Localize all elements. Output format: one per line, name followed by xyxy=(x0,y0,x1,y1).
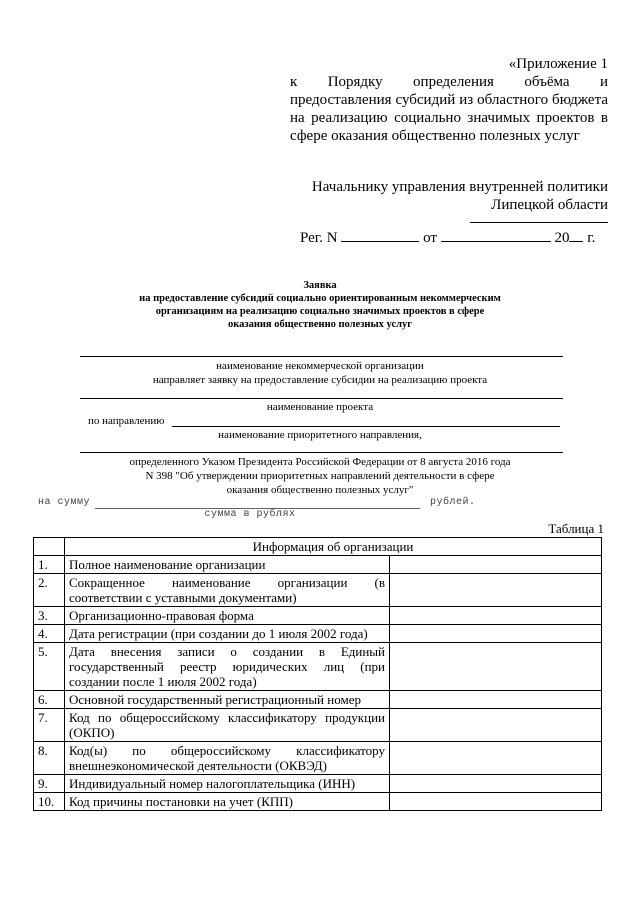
appendix-line: предоставления субсидий из областного бюджета xyxy=(290,92,608,108)
table-row xyxy=(34,709,602,742)
appendix-line: к Порядку определения объёма и xyxy=(290,74,608,90)
row-number: 10. xyxy=(34,793,65,811)
row-value-cell[interactable] xyxy=(390,691,602,709)
addressee-line: Начальнику управления внутренней политики xyxy=(311,179,608,195)
row-number: 8. xyxy=(34,742,65,775)
direction-field[interactable] xyxy=(172,426,560,427)
row-label: Организационно-правовая форма xyxy=(65,607,390,625)
reg-year-suffix: г. xyxy=(587,230,596,246)
row-value-cell[interactable] xyxy=(390,556,602,574)
row-value-cell[interactable] xyxy=(390,643,602,691)
direction-field-extra[interactable] xyxy=(80,452,563,453)
row-label: Индивидуальный номер налогоплательщика (ИНН) xyxy=(65,775,390,793)
row-label: Код(ы) по общероссийскому классификатору внешнеэкономической деятельности (ОКВЭД) xyxy=(65,742,390,775)
row-label: Основной государственный регистрационный номер xyxy=(65,691,390,709)
row-label: Полное наименование организации xyxy=(65,556,390,574)
row-number: 1. xyxy=(34,556,65,574)
organization-info-table xyxy=(33,537,602,811)
row-value-cell[interactable] xyxy=(390,793,602,811)
project-caption: наименование проекта xyxy=(266,401,374,413)
direction-label: по направлению xyxy=(88,415,165,427)
row-value-cell[interactable] xyxy=(390,775,602,793)
addressee-line: Липецкой области xyxy=(491,197,608,213)
sum-caption: сумма в рублях xyxy=(204,509,296,520)
table-row xyxy=(34,625,602,643)
reg-label: Рег. N xyxy=(300,230,338,246)
table-row xyxy=(34,742,602,775)
table-row xyxy=(34,643,602,691)
appendix-title: «Приложение 1 xyxy=(508,56,608,72)
decree-text: N 398 "Об утверждении приоритетных направлений деятельности в сфере xyxy=(145,470,495,482)
reg-from: от xyxy=(423,230,437,246)
appendix-line: на реализацию социально значимых проектов в xyxy=(290,110,608,126)
row-label: Дата регистрации (при создании до 1 июля 2002 года) xyxy=(65,625,390,643)
row-label: Код причины постановки на учет (КПП) xyxy=(65,793,390,811)
table-header: Информация об организации xyxy=(65,538,602,556)
application-subtitle: организациям на реализацию социально значимых проектов в сфере xyxy=(155,306,485,317)
row-number: 3. xyxy=(34,607,65,625)
row-value-cell[interactable] xyxy=(390,709,602,742)
table-row xyxy=(34,691,602,709)
row-number: 9. xyxy=(34,775,65,793)
row-value-cell[interactable] xyxy=(390,607,602,625)
project-name-field[interactable] xyxy=(80,398,563,399)
org-name-field[interactable] xyxy=(80,356,563,357)
application-title: Заявка xyxy=(303,280,337,291)
row-number: 2. xyxy=(34,574,65,607)
sum-unit: рублей. xyxy=(430,497,476,508)
table-row xyxy=(34,574,602,607)
direction-caption: наименование приоритетного направления, xyxy=(218,429,422,441)
row-value-cell[interactable] xyxy=(390,742,602,775)
table-row xyxy=(34,556,602,574)
row-value-cell[interactable] xyxy=(390,574,602,607)
table-caption: Таблица 1 xyxy=(548,521,604,536)
decree-text: оказания общественно полезных услуг" xyxy=(226,484,414,496)
reg-year-field[interactable] xyxy=(569,228,583,242)
row-number: 4. xyxy=(34,625,65,643)
sum-label: на сумму xyxy=(38,497,91,508)
row-number: 5. xyxy=(34,643,65,691)
reg-year: 20 xyxy=(554,230,570,246)
reg-number-field[interactable] xyxy=(341,228,419,242)
registration-line xyxy=(300,228,610,247)
table-row xyxy=(34,607,602,625)
row-number: 7. xyxy=(34,709,65,742)
appendix-line: сфере оказания общественно полезных услуг xyxy=(290,128,580,144)
decree-text: определенного Указом Президента Российской Федерации от 8 августа 2016 года xyxy=(129,456,511,468)
table-row xyxy=(34,775,602,793)
addressee-signature-line xyxy=(470,222,608,223)
row-number: 6. xyxy=(34,691,65,709)
sends-application-text: направляет заявку на предоставление субсидии на реализацию проекта xyxy=(152,374,488,386)
table-row xyxy=(34,793,602,811)
row-label: Сокращенное наименование организации (в соответствии с уставными документами) xyxy=(65,574,390,607)
row-label: Дата внесения записи о создании в Единый государственный реестр юридических лиц (при создании после 1 июля 2002 года) xyxy=(65,643,390,691)
org-caption: наименование некоммерческой организации xyxy=(216,360,424,372)
application-subtitle: оказания общественно полезных услуг xyxy=(227,319,413,330)
row-value-cell[interactable] xyxy=(390,625,602,643)
table-header-row xyxy=(34,538,602,556)
reg-date-field[interactable] xyxy=(441,228,551,242)
application-subtitle: на предоставление субсидий социально ориентированным некоммерческим xyxy=(139,293,501,304)
row-label: Код по общероссийскому классификатору продукции (ОКПО) xyxy=(65,709,390,742)
